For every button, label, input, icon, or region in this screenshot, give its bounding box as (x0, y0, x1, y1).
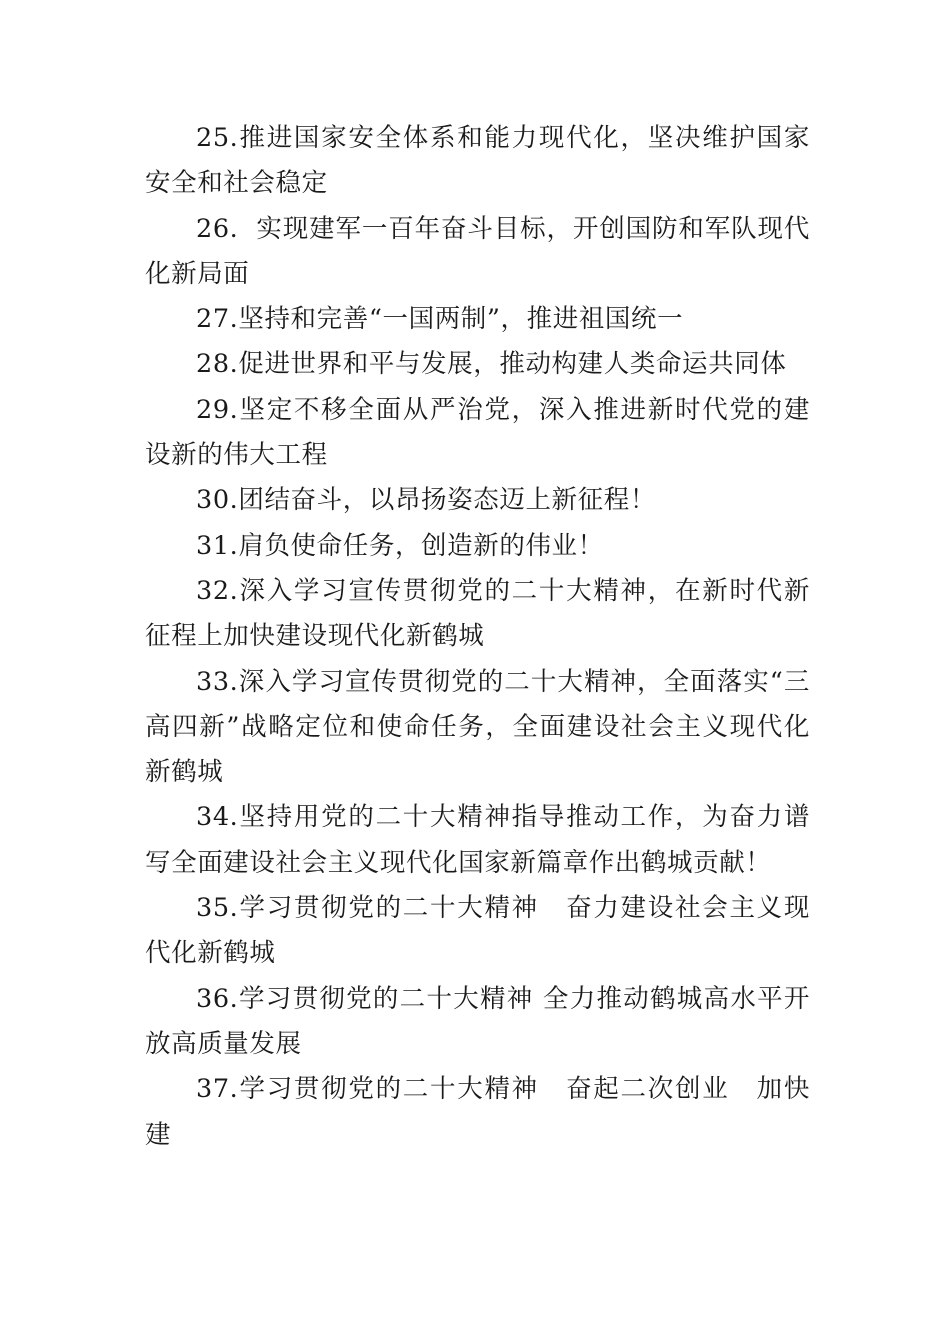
paragraph-26: 26. 实现建军一百年奋斗目标，开创国防和军队现代化新局面 (145, 213, 810, 289)
paragraph-27: 27.坚持和完善“一国两制”，推进祖国统一 (196, 304, 684, 335)
paragraph-25: 25.推进国家安全体系和能力现代化，坚决维护国家安全和社会稳定 (145, 123, 810, 199)
paragraph-30: 30.团结奋斗，以昂扬姿态迈上新征程！ (196, 485, 656, 516)
paragraph-36: 36.学习贯彻党的二十大精神 全力推动鹤城高水平开放高质量发展 (145, 983, 810, 1059)
paragraph-32: 32.深入学习宣传贯彻党的二十大精神，在新时代新征程上加快建设现代化新鹤城 (145, 575, 810, 652)
paragraph-35: 35.学习贯彻党的二十大精神 奋力建设社会主义现代化新鹤城 (145, 893, 810, 969)
paragraph-29: 29.坚定不移全面从严治党，深入推进新时代党的建设新的伟大工程 (145, 394, 810, 471)
paragraph-28: 28.促进世界和平与发展，推动构建人类命运共同体 (196, 349, 787, 380)
document-body (145, 116, 810, 1158)
paragraph-33: 33.深入学习宣传贯彻党的二十大精神，全面落实“三高四新”战略定位和使命任务，全面建设社会主义现代化新鹤城 (145, 666, 810, 788)
paragraph-37: 37.学习贯彻党的二十大精神 奋起二次创业 加快建 (145, 1074, 810, 1150)
paragraph-31: 31.肩负使命任务，创造新的伟业！ (196, 530, 604, 561)
paragraph-34: 34.坚持用党的二十大精神指导推动工作，为奋力谱写全面建设社会主义现代化国家新篇章作出鹤城贡献！ (145, 802, 810, 878)
